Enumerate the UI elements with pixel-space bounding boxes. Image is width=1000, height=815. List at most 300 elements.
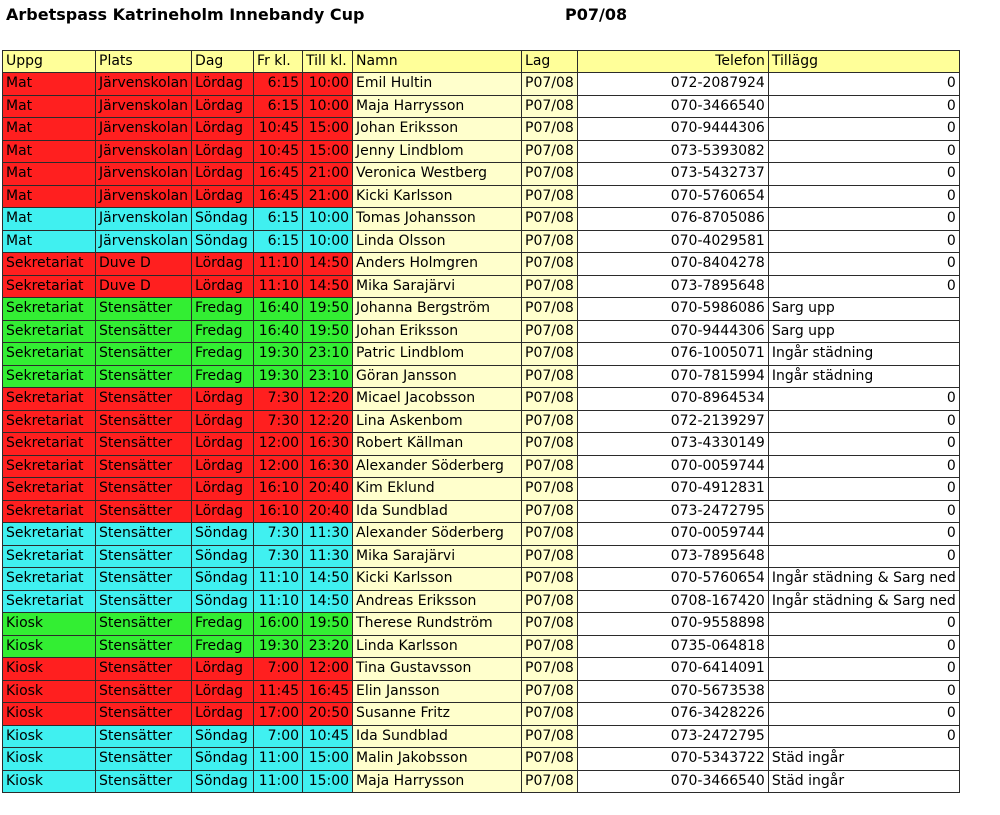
cell-uppg[interactable]: Kiosk bbox=[3, 680, 96, 703]
cell-till[interactable]: 14:50 bbox=[303, 275, 353, 298]
cell-telefon[interactable]: 073-5432737 bbox=[577, 163, 768, 186]
cell-lag[interactable]: P07/08 bbox=[522, 545, 578, 568]
cell-tillagg[interactable]: 0 bbox=[768, 95, 959, 118]
cell-uppg[interactable]: Mat bbox=[3, 185, 96, 208]
cell-namn[interactable]: Ida Sundblad bbox=[353, 500, 522, 523]
cell-dag[interactable]: Lördag bbox=[192, 455, 254, 478]
cell-fr[interactable]: 16:45 bbox=[254, 185, 303, 208]
cell-dag[interactable]: Lördag bbox=[192, 680, 254, 703]
cell-dag[interactable]: Söndag bbox=[192, 725, 254, 748]
cell-telefon[interactable]: 073-7895648 bbox=[577, 545, 768, 568]
cell-uppg[interactable]: Kiosk bbox=[3, 658, 96, 681]
cell-namn[interactable]: Maja Harrysson bbox=[353, 770, 522, 793]
cell-telefon[interactable]: 076-3428226 bbox=[577, 703, 768, 726]
cell-lag[interactable]: P07/08 bbox=[522, 455, 578, 478]
cell-telefon[interactable]: 070-5760654 bbox=[577, 568, 768, 591]
cell-dag[interactable]: Fredag bbox=[192, 613, 254, 636]
cell-tillagg[interactable]: Sarg upp bbox=[768, 320, 959, 343]
header-cell-tillagg[interactable]: Tillägg bbox=[768, 51, 959, 73]
cell-lag[interactable]: P07/08 bbox=[522, 118, 578, 141]
cell-till[interactable]: 21:00 bbox=[303, 185, 353, 208]
cell-lag[interactable]: P07/08 bbox=[522, 95, 578, 118]
cell-tillagg[interactable]: 0 bbox=[768, 725, 959, 748]
cell-dag[interactable]: Söndag bbox=[192, 208, 254, 231]
cell-dag[interactable]: Lördag bbox=[192, 118, 254, 141]
cell-fr[interactable]: 6:15 bbox=[254, 208, 303, 231]
cell-fr[interactable]: 19:30 bbox=[254, 365, 303, 388]
cell-dag[interactable]: Söndag bbox=[192, 770, 254, 793]
cell-namn[interactable]: Linda Karlsson bbox=[353, 635, 522, 658]
cell-lag[interactable]: P07/08 bbox=[522, 343, 578, 366]
cell-dag[interactable]: Lördag bbox=[192, 73, 254, 96]
cell-telefon[interactable]: 073-4330149 bbox=[577, 433, 768, 456]
cell-lag[interactable]: P07/08 bbox=[522, 658, 578, 681]
cell-till[interactable]: 16:45 bbox=[303, 680, 353, 703]
cell-fr[interactable]: 11:00 bbox=[254, 748, 303, 771]
cell-telefon[interactable]: 072-2139297 bbox=[577, 410, 768, 433]
cell-lag[interactable]: P07/08 bbox=[522, 523, 578, 546]
cell-plats[interactable]: Stensätter bbox=[96, 343, 192, 366]
cell-lag[interactable]: P07/08 bbox=[522, 635, 578, 658]
cell-uppg[interactable]: Sekretariat bbox=[3, 343, 96, 366]
cell-telefon[interactable]: 070-9444306 bbox=[577, 118, 768, 141]
cell-dag[interactable]: Söndag bbox=[192, 568, 254, 591]
cell-uppg[interactable]: Mat bbox=[3, 163, 96, 186]
cell-tillagg[interactable]: 0 bbox=[768, 185, 959, 208]
cell-till[interactable]: 14:50 bbox=[303, 568, 353, 591]
cell-namn[interactable]: Göran Jansson bbox=[353, 365, 522, 388]
cell-lag[interactable]: P07/08 bbox=[522, 298, 578, 321]
cell-lag[interactable]: P07/08 bbox=[522, 73, 578, 96]
cell-telefon[interactable]: 073-5393082 bbox=[577, 140, 768, 163]
cell-plats[interactable]: Stensätter bbox=[96, 658, 192, 681]
cell-telefon[interactable]: 070-0059744 bbox=[577, 523, 768, 546]
cell-namn[interactable]: Jenny Lindblom bbox=[353, 140, 522, 163]
cell-lag[interactable]: P07/08 bbox=[522, 185, 578, 208]
cell-uppg[interactable]: Sekretariat bbox=[3, 523, 96, 546]
cell-telefon[interactable]: 073-2472795 bbox=[577, 500, 768, 523]
cell-uppg[interactable]: Sekretariat bbox=[3, 365, 96, 388]
cell-uppg[interactable]: Sekretariat bbox=[3, 275, 96, 298]
cell-till[interactable]: 15:00 bbox=[303, 770, 353, 793]
cell-plats[interactable]: Stensätter bbox=[96, 455, 192, 478]
cell-till[interactable]: 19:50 bbox=[303, 613, 353, 636]
header-cell-plats[interactable]: Plats bbox=[96, 51, 192, 73]
cell-dag[interactable]: Lördag bbox=[192, 433, 254, 456]
cell-fr[interactable]: 7:30 bbox=[254, 410, 303, 433]
cell-tillagg[interactable]: Städ ingår bbox=[768, 770, 959, 793]
cell-telefon[interactable]: 0735-064818 bbox=[577, 635, 768, 658]
cell-till[interactable]: 23:10 bbox=[303, 365, 353, 388]
cell-fr[interactable]: 16:10 bbox=[254, 500, 303, 523]
cell-till[interactable]: 12:00 bbox=[303, 658, 353, 681]
cell-plats[interactable]: Duve D bbox=[96, 275, 192, 298]
cell-tillagg[interactable]: Sarg upp bbox=[768, 298, 959, 321]
cell-tillagg[interactable]: 0 bbox=[768, 433, 959, 456]
cell-till[interactable]: 10:00 bbox=[303, 73, 353, 96]
cell-tillagg[interactable]: 0 bbox=[768, 658, 959, 681]
cell-dag[interactable]: Lördag bbox=[192, 703, 254, 726]
cell-namn[interactable]: Susanne Fritz bbox=[353, 703, 522, 726]
cell-dag[interactable]: Fredag bbox=[192, 320, 254, 343]
cell-plats[interactable]: Stensätter bbox=[96, 635, 192, 658]
cell-till[interactable]: 20:40 bbox=[303, 478, 353, 501]
cell-lag[interactable]: P07/08 bbox=[522, 613, 578, 636]
cell-fr[interactable]: 7:30 bbox=[254, 388, 303, 411]
header-cell-fr[interactable]: Fr kl. bbox=[254, 51, 303, 73]
cell-dag[interactable]: Lördag bbox=[192, 478, 254, 501]
header-cell-uppg[interactable]: Uppg bbox=[3, 51, 96, 73]
cell-namn[interactable]: Ida Sundblad bbox=[353, 725, 522, 748]
table-row bbox=[3, 73, 960, 96]
cell-uppg[interactable]: Sekretariat bbox=[3, 455, 96, 478]
cell-tillagg[interactable]: 0 bbox=[768, 523, 959, 546]
cell-uppg[interactable]: Mat bbox=[3, 230, 96, 253]
cell-plats[interactable]: Järvenskolan bbox=[96, 163, 192, 186]
cell-tillagg[interactable]: 0 bbox=[768, 500, 959, 523]
cell-till[interactable]: 16:30 bbox=[303, 455, 353, 478]
cell-uppg[interactable]: Kiosk bbox=[3, 613, 96, 636]
cell-till[interactable]: 20:40 bbox=[303, 500, 353, 523]
cell-plats[interactable]: Stensätter bbox=[96, 748, 192, 771]
cell-plats[interactable]: Stensätter bbox=[96, 725, 192, 748]
cell-lag[interactable]: P07/08 bbox=[522, 680, 578, 703]
cell-lag[interactable]: P07/08 bbox=[522, 275, 578, 298]
cell-plats[interactable]: Stensätter bbox=[96, 433, 192, 456]
cell-fr[interactable]: 11:45 bbox=[254, 680, 303, 703]
cell-dag[interactable]: Lördag bbox=[192, 253, 254, 276]
cell-plats[interactable]: Stensätter bbox=[96, 568, 192, 591]
cell-namn[interactable]: Malin Jakobsson bbox=[353, 748, 522, 771]
cell-uppg[interactable]: Mat bbox=[3, 73, 96, 96]
cell-telefon[interactable]: 070-5986086 bbox=[577, 298, 768, 321]
cell-till[interactable]: 10:00 bbox=[303, 95, 353, 118]
cell-plats[interactable]: Järvenskolan bbox=[96, 230, 192, 253]
cell-fr[interactable]: 12:00 bbox=[254, 455, 303, 478]
cell-till[interactable]: 15:00 bbox=[303, 748, 353, 771]
cell-lag[interactable]: P07/08 bbox=[522, 253, 578, 276]
header-cell-lag[interactable]: Lag bbox=[522, 51, 578, 73]
cell-uppg[interactable]: Sekretariat bbox=[3, 568, 96, 591]
cell-tillagg[interactable]: 0 bbox=[768, 703, 959, 726]
cell-telefon[interactable]: 0708-167420 bbox=[577, 590, 768, 613]
cell-plats[interactable]: Stensätter bbox=[96, 590, 192, 613]
cell-till[interactable]: 15:00 bbox=[303, 140, 353, 163]
cell-lag[interactable]: P07/08 bbox=[522, 748, 578, 771]
cell-namn[interactable]: Emil Hultin bbox=[353, 73, 522, 96]
cell-plats[interactable]: Stensätter bbox=[96, 770, 192, 793]
cell-fr[interactable]: 16:40 bbox=[254, 320, 303, 343]
cell-telefon[interactable]: 076-8705086 bbox=[577, 208, 768, 231]
cell-namn[interactable]: Therese Rundström bbox=[353, 613, 522, 636]
cell-till[interactable]: 11:30 bbox=[303, 523, 353, 546]
cell-fr[interactable]: 11:10 bbox=[254, 253, 303, 276]
cell-till[interactable]: 12:20 bbox=[303, 388, 353, 411]
cell-telefon[interactable]: 070-6414091 bbox=[577, 658, 768, 681]
cell-plats[interactable]: Stensätter bbox=[96, 320, 192, 343]
cell-lag[interactable]: P07/08 bbox=[522, 770, 578, 793]
cell-namn[interactable]: Linda Olsson bbox=[353, 230, 522, 253]
cell-fr[interactable]: 6:15 bbox=[254, 73, 303, 96]
cell-fr[interactable]: 16:10 bbox=[254, 478, 303, 501]
cell-lag[interactable]: P07/08 bbox=[522, 208, 578, 231]
cell-till[interactable]: 19:50 bbox=[303, 320, 353, 343]
header-cell-namn[interactable]: Namn bbox=[353, 51, 522, 73]
cell-fr[interactable]: 11:10 bbox=[254, 590, 303, 613]
cell-namn[interactable]: Kicki Karlsson bbox=[353, 568, 522, 591]
cell-lag[interactable]: P07/08 bbox=[522, 590, 578, 613]
cell-uppg[interactable]: Sekretariat bbox=[3, 410, 96, 433]
cell-tillagg[interactable]: 0 bbox=[768, 478, 959, 501]
cell-namn[interactable]: Alexander Söderberg bbox=[353, 523, 522, 546]
cell-namn[interactable]: Robert Källman bbox=[353, 433, 522, 456]
cell-namn[interactable]: Kicki Karlsson bbox=[353, 185, 522, 208]
cell-dag[interactable]: Fredag bbox=[192, 635, 254, 658]
cell-dag[interactable]: Lördag bbox=[192, 95, 254, 118]
cell-uppg[interactable]: Sekretariat bbox=[3, 433, 96, 456]
cell-telefon[interactable]: 070-0059744 bbox=[577, 455, 768, 478]
cell-namn[interactable]: Kim Eklund bbox=[353, 478, 522, 501]
cell-plats[interactable]: Stensätter bbox=[96, 545, 192, 568]
cell-till[interactable]: 12:20 bbox=[303, 410, 353, 433]
cell-till[interactable]: 16:30 bbox=[303, 433, 353, 456]
cell-till[interactable]: 21:00 bbox=[303, 163, 353, 186]
cell-namn[interactable]: Mika Sarajärvi bbox=[353, 275, 522, 298]
cell-namn[interactable]: Andreas Eriksson bbox=[353, 590, 522, 613]
table-row bbox=[3, 275, 960, 298]
cell-lag[interactable]: P07/08 bbox=[522, 703, 578, 726]
cell-telefon[interactable]: 070-8964534 bbox=[577, 388, 768, 411]
cell-fr[interactable]: 16:00 bbox=[254, 613, 303, 636]
cell-tillagg[interactable]: 0 bbox=[768, 613, 959, 636]
cell-telefon[interactable]: 070-9558898 bbox=[577, 613, 768, 636]
cell-lag[interactable]: P07/08 bbox=[522, 140, 578, 163]
cell-till[interactable]: 11:30 bbox=[303, 545, 353, 568]
cell-lag[interactable]: P07/08 bbox=[522, 388, 578, 411]
cell-telefon[interactable]: 070-3466540 bbox=[577, 770, 768, 793]
cell-telefon[interactable]: 070-8404278 bbox=[577, 253, 768, 276]
cell-dag[interactable]: Söndag bbox=[192, 590, 254, 613]
cell-telefon[interactable]: 070-5673538 bbox=[577, 680, 768, 703]
cell-tillagg[interactable]: 0 bbox=[768, 163, 959, 186]
table-row bbox=[3, 500, 960, 523]
cell-tillagg[interactable]: 0 bbox=[768, 253, 959, 276]
cell-namn[interactable]: Patric Lindblom bbox=[353, 343, 522, 366]
cell-uppg[interactable]: Kiosk bbox=[3, 635, 96, 658]
cell-fr[interactable]: 19:30 bbox=[254, 343, 303, 366]
cell-plats[interactable]: Stensätter bbox=[96, 680, 192, 703]
cell-tillagg[interactable]: 0 bbox=[768, 455, 959, 478]
cell-plats[interactable]: Stensätter bbox=[96, 523, 192, 546]
cell-plats[interactable]: Stensätter bbox=[96, 388, 192, 411]
cell-plats[interactable]: Stensätter bbox=[96, 703, 192, 726]
cell-dag[interactable]: Fredag bbox=[192, 365, 254, 388]
cell-fr[interactable]: 7:30 bbox=[254, 545, 303, 568]
cell-tillagg[interactable]: 0 bbox=[768, 545, 959, 568]
cell-telefon[interactable]: 070-5343722 bbox=[577, 748, 768, 771]
cell-till[interactable]: 23:20 bbox=[303, 635, 353, 658]
cell-uppg[interactable]: Sekretariat bbox=[3, 545, 96, 568]
cell-uppg[interactable]: Sekretariat bbox=[3, 590, 96, 613]
cell-namn[interactable]: Tomas Johansson bbox=[353, 208, 522, 231]
cell-lag[interactable]: P07/08 bbox=[522, 725, 578, 748]
cell-tillagg[interactable]: Ingår städning bbox=[768, 343, 959, 366]
cell-plats[interactable]: Stensätter bbox=[96, 613, 192, 636]
cell-lag[interactable]: P07/08 bbox=[522, 478, 578, 501]
cell-fr[interactable]: 7:30 bbox=[254, 523, 303, 546]
cell-lag[interactable]: P07/08 bbox=[522, 230, 578, 253]
cell-telefon[interactable]: 070-5760654 bbox=[577, 185, 768, 208]
cell-plats[interactable]: Järvenskolan bbox=[96, 208, 192, 231]
cell-dag[interactable]: Lördag bbox=[192, 185, 254, 208]
cell-plats[interactable]: Stensätter bbox=[96, 410, 192, 433]
cell-plats[interactable]: Stensätter bbox=[96, 478, 192, 501]
cell-fr[interactable]: 19:30 bbox=[254, 635, 303, 658]
cell-telefon[interactable]: 070-4912831 bbox=[577, 478, 768, 501]
cell-plats[interactable]: Stensätter bbox=[96, 298, 192, 321]
cell-uppg[interactable]: Sekretariat bbox=[3, 478, 96, 501]
cell-fr[interactable]: 6:15 bbox=[254, 230, 303, 253]
cell-tillagg[interactable]: Ingår städning & Sarg ned bbox=[768, 568, 959, 591]
cell-tillagg[interactable]: 0 bbox=[768, 140, 959, 163]
cell-tillagg[interactable]: 0 bbox=[768, 230, 959, 253]
cell-fr[interactable]: 6:15 bbox=[254, 95, 303, 118]
cell-namn[interactable]: Johan Eriksson bbox=[353, 320, 522, 343]
cell-till[interactable]: 20:50 bbox=[303, 703, 353, 726]
cell-plats[interactable]: Duve D bbox=[96, 253, 192, 276]
cell-tillagg[interactable]: 0 bbox=[768, 680, 959, 703]
cell-till[interactable]: 14:50 bbox=[303, 590, 353, 613]
cell-uppg[interactable]: Mat bbox=[3, 140, 96, 163]
cell-uppg[interactable]: Mat bbox=[3, 118, 96, 141]
cell-telefon[interactable]: 073-7895648 bbox=[577, 275, 768, 298]
cell-dag[interactable]: Lördag bbox=[192, 140, 254, 163]
cell-dag[interactable]: Fredag bbox=[192, 298, 254, 321]
cell-telefon[interactable]: 070-3466540 bbox=[577, 95, 768, 118]
cell-dag[interactable]: Söndag bbox=[192, 748, 254, 771]
cell-namn[interactable]: Micael Jacobsson bbox=[353, 388, 522, 411]
header-cell-dag[interactable]: Dag bbox=[192, 51, 254, 73]
cell-plats[interactable]: Järvenskolan bbox=[96, 73, 192, 96]
cell-namn[interactable]: Mika Sarajärvi bbox=[353, 545, 522, 568]
cell-tillagg[interactable]: Ingår städning bbox=[768, 365, 959, 388]
cell-dag[interactable]: Söndag bbox=[192, 230, 254, 253]
cell-plats[interactable]: Järvenskolan bbox=[96, 118, 192, 141]
cell-tillagg[interactable]: 0 bbox=[768, 208, 959, 231]
cell-tillagg[interactable]: 0 bbox=[768, 118, 959, 141]
cell-namn[interactable]: Lina Askenbom bbox=[353, 410, 522, 433]
cell-till[interactable]: 10:45 bbox=[303, 725, 353, 748]
cell-tillagg[interactable]: 0 bbox=[768, 73, 959, 96]
cell-plats[interactable]: Järvenskolan bbox=[96, 185, 192, 208]
cell-lag[interactable]: P07/08 bbox=[522, 568, 578, 591]
cell-dag[interactable]: Lördag bbox=[192, 163, 254, 186]
cell-uppg[interactable]: Kiosk bbox=[3, 770, 96, 793]
cell-dag[interactable]: Fredag bbox=[192, 343, 254, 366]
cell-uppg[interactable]: Kiosk bbox=[3, 725, 96, 748]
cell-tillagg[interactable]: Ingår städning & Sarg ned bbox=[768, 590, 959, 613]
cell-namn[interactable]: Anders Holmgren bbox=[353, 253, 522, 276]
cell-till[interactable]: 15:00 bbox=[303, 118, 353, 141]
cell-namn[interactable]: Veronica Westberg bbox=[353, 163, 522, 186]
cell-dag[interactable]: Lördag bbox=[192, 500, 254, 523]
cell-lag[interactable]: P07/08 bbox=[522, 410, 578, 433]
cell-telefon[interactable]: 070-4029581 bbox=[577, 230, 768, 253]
cell-till[interactable]: 19:50 bbox=[303, 298, 353, 321]
cell-lag[interactable]: P07/08 bbox=[522, 320, 578, 343]
cell-till[interactable]: 14:50 bbox=[303, 253, 353, 276]
cell-namn[interactable]: Johan Eriksson bbox=[353, 118, 522, 141]
cell-till[interactable]: 10:00 bbox=[303, 230, 353, 253]
cell-plats[interactable]: Stensätter bbox=[96, 500, 192, 523]
cell-uppg[interactable]: Sekretariat bbox=[3, 500, 96, 523]
cell-dag[interactable]: Lördag bbox=[192, 275, 254, 298]
cell-fr[interactable]: 12:00 bbox=[254, 433, 303, 456]
cell-fr[interactable]: 11:10 bbox=[254, 568, 303, 591]
cell-till[interactable]: 10:00 bbox=[303, 208, 353, 231]
cell-uppg[interactable]: Sekretariat bbox=[3, 388, 96, 411]
cell-telefon[interactable]: 076-1005071 bbox=[577, 343, 768, 366]
cell-telefon[interactable]: 072-2087924 bbox=[577, 73, 768, 96]
cell-lag[interactable]: P07/08 bbox=[522, 500, 578, 523]
cell-namn[interactable]: Tina Gustavsson bbox=[353, 658, 522, 681]
cell-tillagg[interactable]: 0 bbox=[768, 410, 959, 433]
cell-tillagg[interactable]: 0 bbox=[768, 388, 959, 411]
cell-telefon[interactable]: 073-2472795 bbox=[577, 725, 768, 748]
cell-dag[interactable]: Söndag bbox=[192, 523, 254, 546]
cell-dag[interactable]: Lördag bbox=[192, 388, 254, 411]
cell-namn[interactable]: Alexander Söderberg bbox=[353, 455, 522, 478]
cell-fr[interactable]: 16:40 bbox=[254, 298, 303, 321]
cell-plats[interactable]: Stensätter bbox=[96, 365, 192, 388]
cell-plats[interactable]: Järvenskolan bbox=[96, 140, 192, 163]
header-cell-till[interactable]: Till kl. bbox=[303, 51, 353, 73]
cell-plats[interactable]: Järvenskolan bbox=[96, 95, 192, 118]
cell-lag[interactable]: P07/08 bbox=[522, 365, 578, 388]
cell-lag[interactable]: P07/08 bbox=[522, 433, 578, 456]
cell-tillagg[interactable]: 0 bbox=[768, 275, 959, 298]
cell-uppg[interactable]: Mat bbox=[3, 208, 96, 231]
cell-namn[interactable]: Johanna Bergström bbox=[353, 298, 522, 321]
cell-fr[interactable]: 7:00 bbox=[254, 725, 303, 748]
cell-fr[interactable]: 10:45 bbox=[254, 140, 303, 163]
header-cell-telefon[interactable]: Telefon bbox=[577, 51, 768, 73]
cell-uppg[interactable]: Sekretariat bbox=[3, 320, 96, 343]
cell-uppg[interactable]: Kiosk bbox=[3, 748, 96, 771]
cell-dag[interactable]: Lördag bbox=[192, 410, 254, 433]
cell-fr[interactable]: 11:00 bbox=[254, 770, 303, 793]
cell-till[interactable]: 23:10 bbox=[303, 343, 353, 366]
cell-telefon[interactable]: 070-9444306 bbox=[577, 320, 768, 343]
cell-tillagg[interactable]: 0 bbox=[768, 635, 959, 658]
cell-uppg[interactable]: Kiosk bbox=[3, 703, 96, 726]
cell-lag[interactable]: P07/08 bbox=[522, 163, 578, 186]
cell-uppg[interactable]: Sekretariat bbox=[3, 298, 96, 321]
cell-uppg[interactable]: Mat bbox=[3, 95, 96, 118]
cell-namn[interactable]: Maja Harrysson bbox=[353, 95, 522, 118]
cell-tillagg[interactable]: Städ ingår bbox=[768, 748, 959, 771]
cell-fr[interactable]: 16:45 bbox=[254, 163, 303, 186]
cell-fr[interactable]: 17:00 bbox=[254, 703, 303, 726]
cell-namn[interactable]: Elin Jansson bbox=[353, 680, 522, 703]
cell-uppg[interactable]: Sekretariat bbox=[3, 253, 96, 276]
cell-telefon[interactable]: 070-7815994 bbox=[577, 365, 768, 388]
cell-fr[interactable]: 11:10 bbox=[254, 275, 303, 298]
cell-fr[interactable]: 7:00 bbox=[254, 658, 303, 681]
cell-fr[interactable]: 10:45 bbox=[254, 118, 303, 141]
cell-dag[interactable]: Söndag bbox=[192, 545, 254, 568]
cell-dag[interactable]: Lördag bbox=[192, 658, 254, 681]
